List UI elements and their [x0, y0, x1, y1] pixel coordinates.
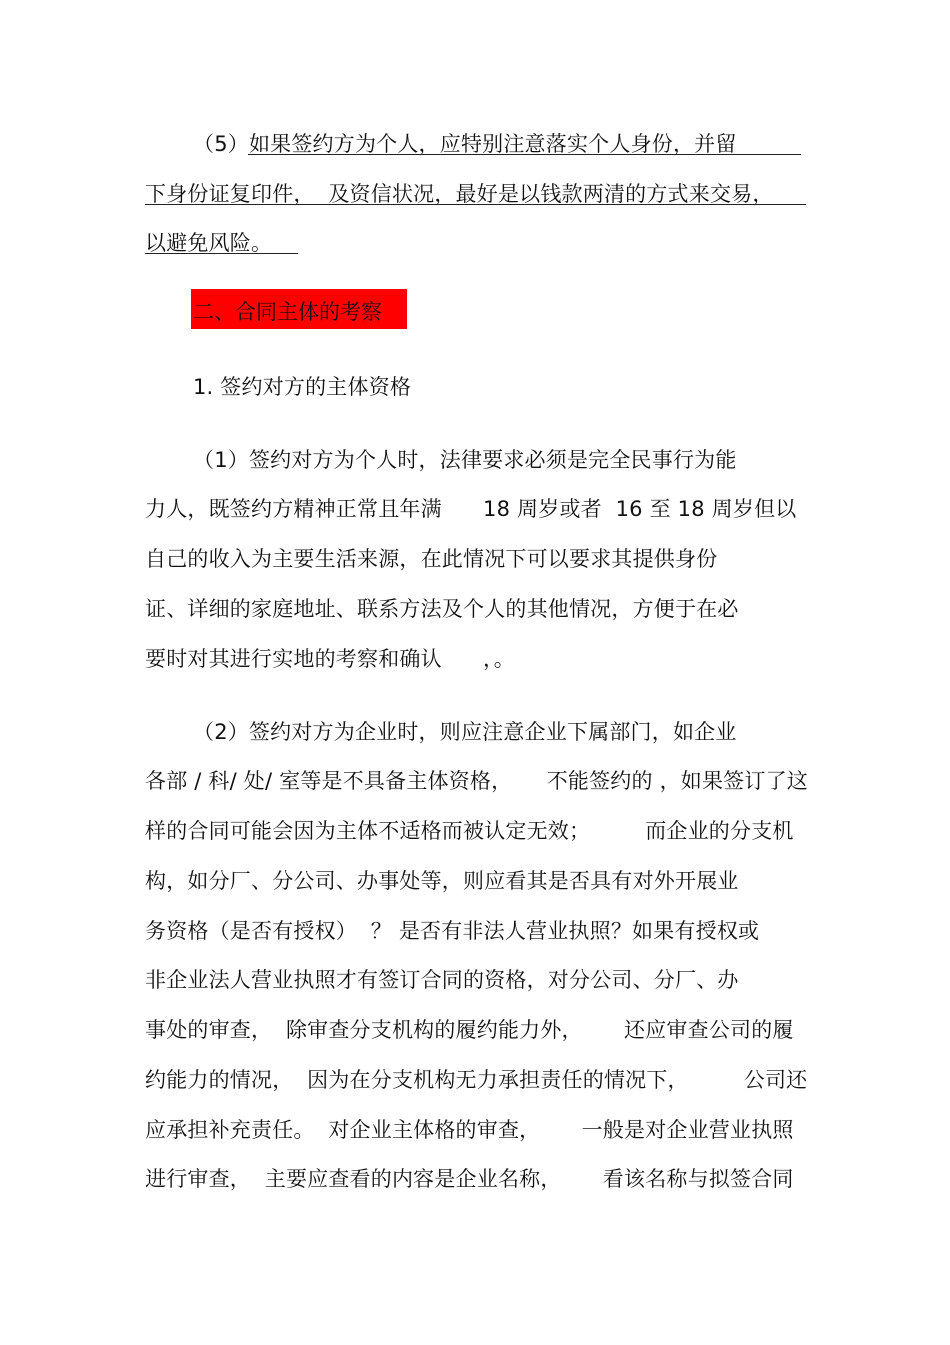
para-5-line-3: 以避免风险。: [145, 231, 273, 255]
para-2-line-8: 约能力的情况， 因为在分支机构无力承担责任的情况下， 公司还: [145, 1068, 808, 1092]
para-1-line-4: 证、详细的家庭地址、联系方法及个人的其他情况，方便于在必: [145, 597, 739, 621]
para-2-line-10: 进行审查， 主要应查看的内容是企业名称， 看该名称与拟签合同: [145, 1167, 794, 1191]
para-2-line-7: 事处的审查， 除审查分支机构的履约能力外， 还应审查公司的履: [145, 1018, 794, 1042]
section-heading: 二、合同主体的考察: [193, 300, 382, 324]
para-5-underline-1: [248, 154, 801, 155]
para-1-line-3: 自己的收入为主要生活来源，在此情况下可以要求其提供身份: [145, 547, 718, 571]
para-5-line-1: （5）如果签约方为个人，应特别注意落实个人身份，并留: [193, 132, 737, 156]
para-2-line-4: 构，如分厂、分公司、办事处等，则应看其是否具有对外开展业: [145, 869, 739, 893]
para-2-line-1: （2）签约对方为企业时，则应注意企业下属部门，如企业: [193, 720, 737, 744]
para-2-line-3: 样的合同可能会因为主体不适格而被认定无效； 而企业的分支机: [145, 819, 794, 843]
para-2-line-5: 务资格（是否有授权） ？ 是否有非法人营业执照？如果有授权或: [145, 919, 760, 943]
subheading-1: 1. 签约对方的主体资格: [193, 375, 412, 399]
para-2-line-9: 应承担补充责任。 对企业主体格的审查， 一般是对企业营业执照: [145, 1118, 794, 1142]
para-1-line-2: 力人，既签约方精神正常且年满 18 周岁或者 16 至 18 周岁但以: [145, 497, 797, 521]
para-5-underline-3: [145, 253, 298, 254]
para-5-underline-2: [145, 204, 806, 205]
para-2-line-6: 非企业法人营业执照才有签订合同的资格，对分公司、分厂、办: [145, 968, 739, 992]
para-5-line-2: 下身份证复印件， 及资信状况，最好是以钱款两清的方式来交易，: [145, 182, 774, 206]
para-1-line-5: 要时对其进行实地的考察和确认 ，。: [145, 647, 515, 671]
para-1-line-1: （1）签约对方为个人时，法律要求必须是完全民事行为能: [193, 448, 737, 472]
para-2-line-2: 各部 / 科/ 处/ 室等是不具备主体资格， 不能签约的 ，如果签订了这: [145, 769, 808, 793]
